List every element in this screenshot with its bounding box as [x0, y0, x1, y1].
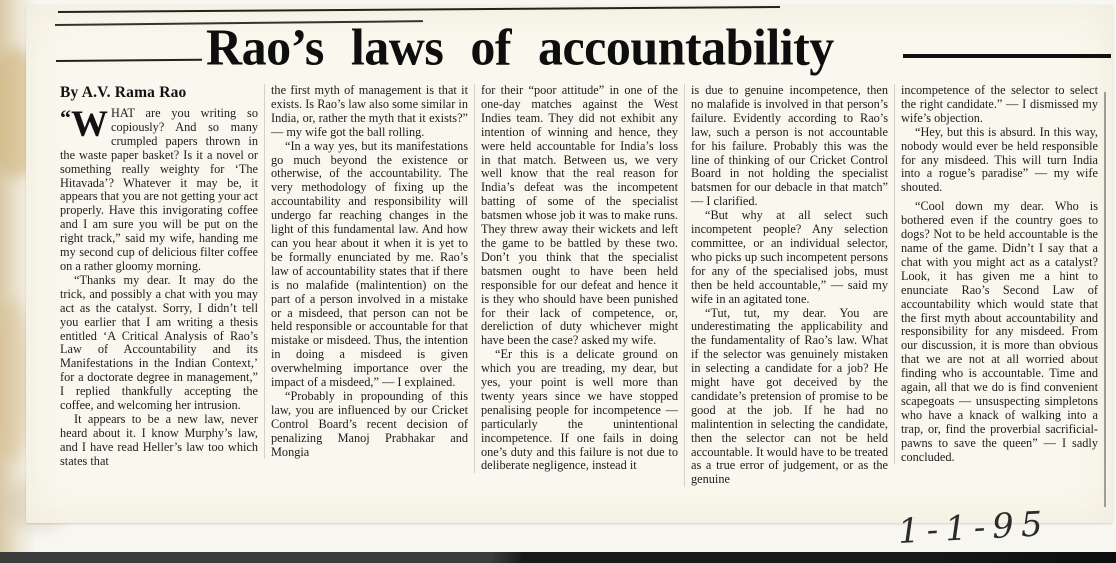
- paragraph: is due to genuine incompetence, then no malafide is involved in that person’s failure. Evidently according to Rao’s law, such a person is not accountable for his failure. Probably this was the line of thinking of our Cricket Control Board in not holding the specialist batsmen for our debacle in that match” — I clarified.: [691, 83, 888, 209]
- paragraph: “Tut, tut, my dear. You are underestimating the applicability and the fundamentality of Rao’s law. What if the selector was genuinely mistaken in selecting a candidate for a job? He might have got deceived by the candidate’s pretension of promise to be good at the job. If he had no malintention in selecting the candidate, then the selector can not be held accountable. It would have to be treated as a true error of judgement, or as the genuine: [691, 305, 888, 487]
- handwritten-date: 1-1-95: [897, 504, 1051, 552]
- headline-rule: [903, 54, 1111, 58]
- paragraph: “Er this is a delicate ground on which you are treading, my dear, but yes, your point is well more than twenty years since we have stopped penalising people for incompetence — particularly the unintentional incompetence. If one fails in doing one’s duty and this failure is not due to deliberate negligence, instead it: [481, 347, 678, 473]
- dropcap-group: [60, 104, 108, 145]
- article-title: Rao’s laws of accountability: [206, 17, 834, 77]
- paragraph: “Cool down my dear. Who is bothered even if the country goes to dogs? Not to be held accountable is the name of the game. Didn’t I say that a chat with you might act as a catalyst? Look, it has given me a hint to enunciate Rao’s Second Law of accountability which would state that the first myth about accountability and responsibility for any misdeed. From our discussion, it is more than obvious that we are not at all worried about finding who is accountable. Time and again, all that we do is find convenient scapegoats — unsuspecting simpletons who have a knack of walking into a trap, or, find the proverbial sacrificial-pawns to save the queen” — I sadly concluded.: [901, 199, 1098, 464]
- scanner-bottom-bar: [0, 552, 1116, 563]
- dropcap-letter: W: [71, 104, 108, 145]
- paragraph: incompetence of the selector to select the right candidate.” — I dismissed my wife’s objection.: [901, 83, 1098, 125]
- column-1: [54, 84, 264, 469]
- column-4: [684, 84, 894, 487]
- column-3: [474, 84, 684, 473]
- paragraph: “But why at all select such incompetent people? Any selection committee, or an individual selector, who picks up such incompetent persons for any of the specialised jobs, must then be held accountable,” — said my wife in an agitated tone.: [691, 208, 888, 306]
- clip-edge-rule: [1104, 92, 1106, 507]
- paragraph-text: HAT are you writing so copiously? And so many crumpled papers thrown in the waste paper basket? Is it a novel or something really weighty for ‘The Hitavada’? Whatever it may be, it appears that you are not getting your act properly. Have this invigorating coffee and I am sure you will be put on the right track,” said my wife, handing me my second cup of delicious filter coffee on a rather gloomy morning.: [60, 106, 258, 273]
- opening-quote: “: [60, 105, 71, 130]
- paragraph: the first myth of management is that it exists. Is Rao’s law also some similar in India, or, rather the myth that it exists?” — my wife got the ball rolling.: [271, 83, 468, 139]
- paragraph: It appears to be a new law, never heard about it. I know Murphy’s law, and I have read Heller’s law too which states that: [60, 411, 258, 468]
- column-5: [894, 84, 1104, 464]
- column-2: [264, 84, 474, 459]
- paragraph: “Thanks my dear. It may do the trick, and possibly a chat with you may act as the catalyst. Sorry, I didn’t tell you earlier that I am writing a thesis entitled ‘A Critical Analysis of Rao’s Law of Accountability and its Manifestations in the Indian Context,’ for a doctorate degree in management,” I replied thankfully accepting the coffee, and welcoming her intrusion.: [60, 272, 258, 413]
- paragraph: “Hey, but this is absurd. In this way, nobody would ever be held responsible for any misdeed. This will turn India into a rogue’s paradise” — my wife shouted.: [901, 124, 1098, 195]
- article-body: [54, 84, 1104, 487]
- paragraph: “Probably in propounding of this law, you are influenced by our Cricket Control Board’s recent decision of penalizing Manoj Prabhakar and Mongia: [271, 388, 468, 459]
- byline: By A.V. Rama Rao: [60, 84, 187, 101]
- paragraph: [60, 104, 258, 274]
- paragraph: “In a way yes, but its manifestations go much beyond the existence or otherwise, of the accountability. The very methodology of fixing up the accountability and responsibility will undergo far reaching changes in the light of this fundamental law. And how can you hear about it when it is yet to be formally enunciated by me. Rao’s law of accountability states that if there is no malafide (malintention) on the part of a person involved in a mistake or a misdeed, that person can not be held responsible or accountable for that mistake or misdeed. Thus, the intention in doing a misdeed is given overwhelming importance over the impact of a misdeed,” — I explained.: [271, 138, 468, 390]
- paragraph: for their “poor attitude” in one of the one-day matches against the West Indies team. They did not exhibit any intention of winning and hence, they were held accountable for India’s loss in that match. Between us, we very well know that the real reason for India’s defeat was the incompetent batting of some of the specialist batsmen whose job it was to make runs. They threw away their wickets and left the game to be battled by these two. Don’t you think that the specialist batsmen ought to have been held responsible for our defeat and hence it is they who should have been punished for their lack of competence, or, dereliction of duty whichever might have been the case? asked my wife.: [481, 83, 678, 348]
